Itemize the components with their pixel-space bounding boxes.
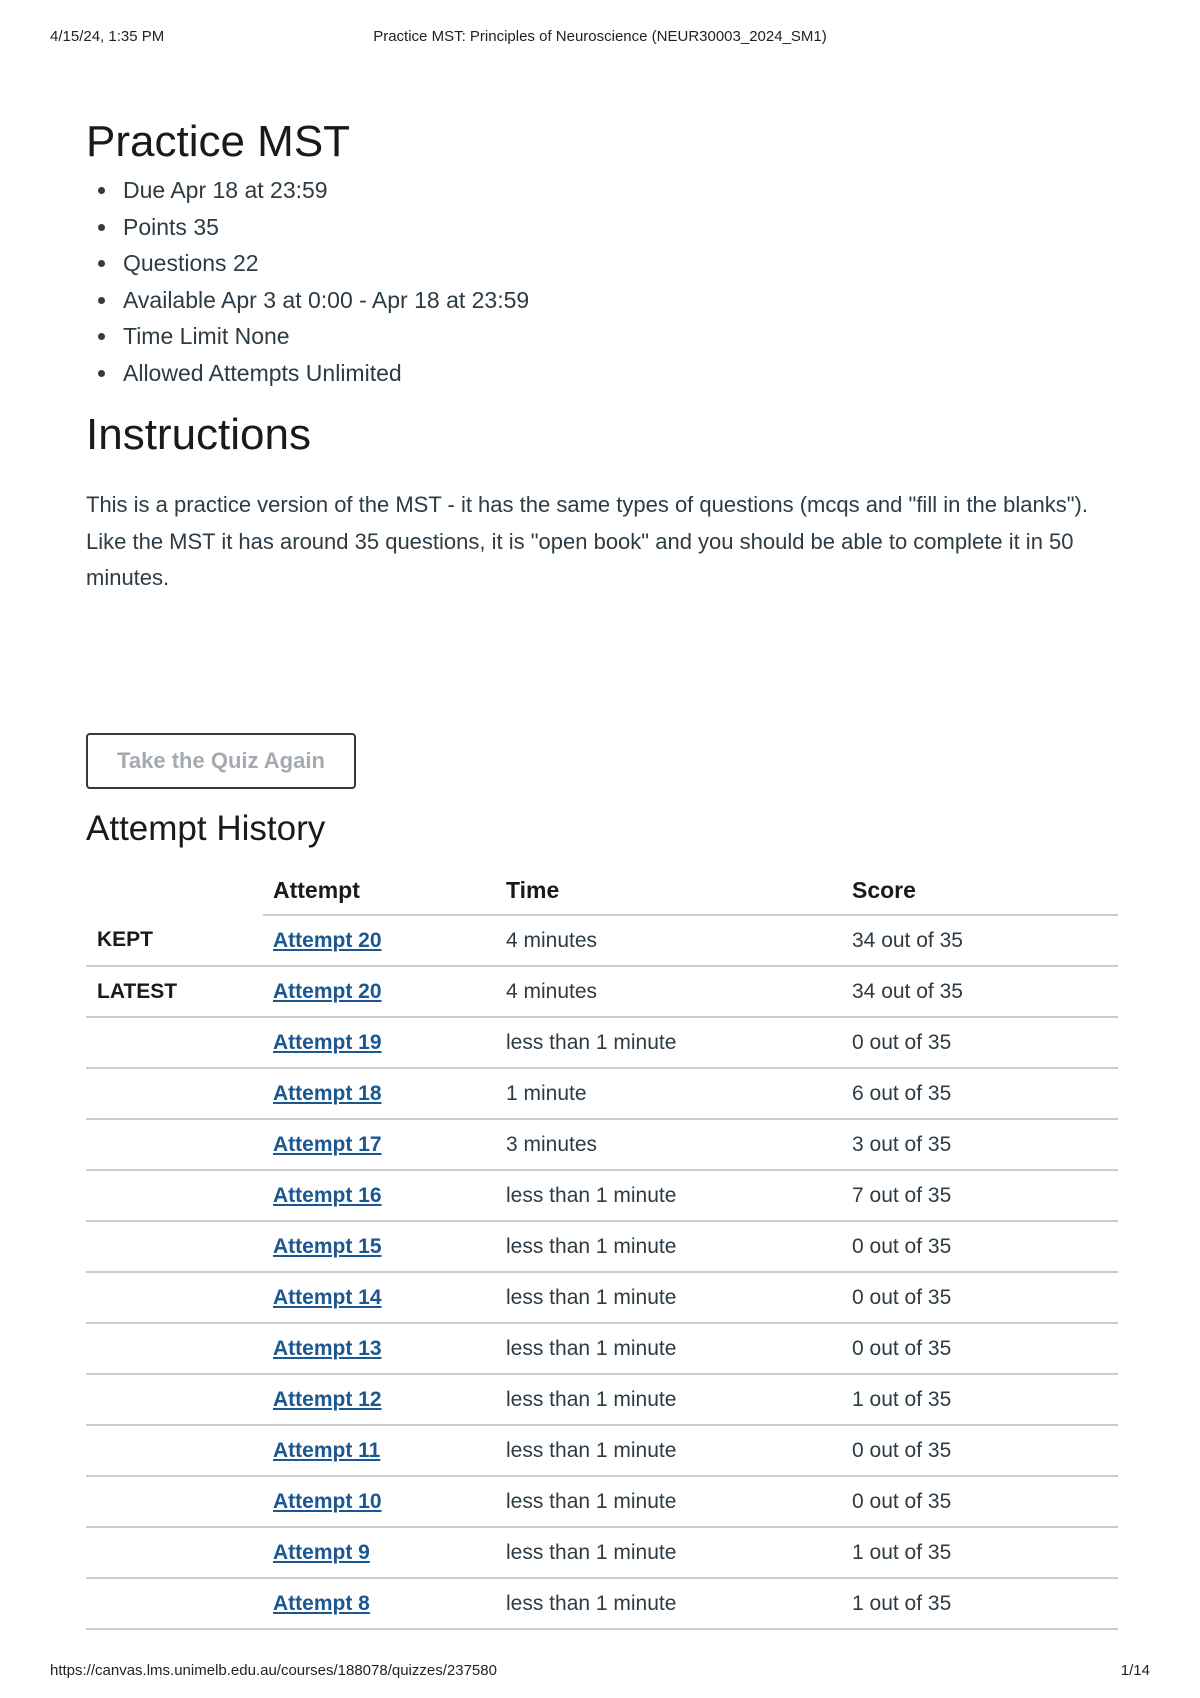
attempt-link[interactable]: Attempt 20 (273, 928, 382, 952)
table-row (86, 1017, 1118, 1068)
attempt-score: 0 out of 35 (842, 1476, 1118, 1527)
attempt-link[interactable]: Attempt 9 (273, 1540, 370, 1564)
attempt-status (86, 1221, 263, 1272)
column-header-score: Score (842, 866, 1118, 915)
attempt-score: 34 out of 35 (842, 966, 1118, 1017)
attempt-history-table (86, 866, 1118, 1630)
attempt-history-heading: Attempt History (86, 809, 326, 848)
attempt-status (86, 1068, 263, 1119)
attempt-status: KEPT (86, 915, 263, 966)
table-row (86, 1068, 1118, 1119)
attempt-time: less than 1 minute (496, 1374, 842, 1425)
attempt-cell (263, 1221, 496, 1272)
attempt-rows (86, 915, 1118, 1629)
attempt-link[interactable]: Attempt 13 (273, 1336, 382, 1360)
detail-time-limit: Time Limit None (86, 318, 1118, 355)
attempt-cell (263, 1119, 496, 1170)
print-date: 4/15/24, 1:35 PM (50, 28, 165, 45)
attempt-time: less than 1 minute (496, 1221, 842, 1272)
attempt-cell (263, 1170, 496, 1221)
attempt-link[interactable]: Attempt 10 (273, 1489, 382, 1513)
attempt-link[interactable]: Attempt 12 (273, 1387, 382, 1411)
attempt-score: 0 out of 35 (842, 1272, 1118, 1323)
attempt-link[interactable]: Attempt 18 (273, 1081, 382, 1105)
attempt-time: 1 minute (496, 1068, 842, 1119)
attempt-cell (263, 1527, 496, 1578)
page-title: Practice MST (86, 117, 351, 166)
table-row (86, 1527, 1118, 1578)
attempt-link[interactable]: Attempt 20 (273, 979, 382, 1003)
table-row (86, 1119, 1118, 1170)
column-header-status (86, 866, 263, 915)
table-row (86, 1272, 1118, 1323)
table-row (86, 966, 1118, 1017)
instructions-text: This is a practice version of the MST - it has the same types of questions (mcqs and "fill in the blanks"). Like the MST it has around 35 questions, it is "open book" and you should be able to complete it in 50 minutes. (86, 492, 1088, 590)
attempt-cell (263, 1476, 496, 1527)
column-header-time: Time (496, 866, 842, 915)
attempt-score: 1 out of 35 (842, 1578, 1118, 1629)
attempt-time: 3 minutes (496, 1119, 842, 1170)
attempt-cell (263, 915, 496, 966)
detail-points: Points 35 (86, 209, 1118, 246)
print-url: https://canvas.lms.unimelb.edu.au/courses/188078/quizzes/237580 (50, 1662, 497, 1679)
print-page-title: Practice MST: Principles of Neuroscience (NEUR30003_2024_SM1) (373, 28, 827, 45)
attempt-score: 7 out of 35 (842, 1170, 1118, 1221)
print-footer (0, 1662, 1200, 1682)
table-header-row (86, 866, 1118, 915)
attempt-link[interactable]: Attempt 17 (273, 1132, 382, 1156)
attempt-score: 3 out of 35 (842, 1119, 1118, 1170)
attempt-link[interactable]: Attempt 19 (273, 1030, 382, 1054)
attempt-status: LATEST (86, 966, 263, 1017)
attempt-cell (263, 1374, 496, 1425)
table-row (86, 1323, 1118, 1374)
table-row (86, 1170, 1118, 1221)
attempt-status (86, 1323, 263, 1374)
table-row (86, 1221, 1118, 1272)
attempt-score: 0 out of 35 (842, 1221, 1118, 1272)
column-header-attempt: Attempt (263, 866, 496, 915)
attempt-status (86, 1170, 263, 1221)
detail-questions: Questions 22 (86, 245, 1118, 282)
attempt-score: 34 out of 35 (842, 915, 1118, 966)
attempt-status (86, 1017, 263, 1068)
attempt-score: 0 out of 35 (842, 1323, 1118, 1374)
table-row (86, 1476, 1118, 1527)
quiz-details-list (86, 172, 1118, 391)
attempt-link[interactable]: Attempt 16 (273, 1183, 382, 1207)
attempt-time: less than 1 minute (496, 1017, 842, 1068)
print-page-number: 1/14 (1120, 1662, 1150, 1679)
attempt-status (86, 1425, 263, 1476)
take-quiz-again-button[interactable]: Take the Quiz Again (86, 733, 356, 789)
attempt-time: less than 1 minute (496, 1323, 842, 1374)
attempt-status (86, 1476, 263, 1527)
quiz-content (86, 112, 1118, 1615)
attempt-cell (263, 1017, 496, 1068)
attempt-score: 1 out of 35 (842, 1374, 1118, 1425)
attempt-cell (263, 1578, 496, 1629)
attempt-cell (263, 966, 496, 1017)
print-header (0, 28, 1200, 48)
attempt-score: 6 out of 35 (842, 1068, 1118, 1119)
table-row (86, 1425, 1118, 1476)
attempt-time: less than 1 minute (496, 1170, 842, 1221)
detail-due: Due Apr 18 at 23:59 (86, 172, 1118, 209)
attempt-link[interactable]: Attempt 8 (273, 1591, 370, 1615)
attempt-cell (263, 1323, 496, 1374)
attempt-time: 4 minutes (496, 966, 842, 1017)
attempt-time: less than 1 minute (496, 1272, 842, 1323)
attempt-link[interactable]: Attempt 14 (273, 1285, 382, 1309)
detail-allowed-attempts: Allowed Attempts Unlimited (86, 355, 1118, 392)
attempt-cell (263, 1068, 496, 1119)
detail-available: Available Apr 3 at 0:00 - Apr 18 at 23:59 (86, 282, 1118, 319)
attempt-link[interactable]: Attempt 15 (273, 1234, 382, 1258)
attempt-time: less than 1 minute (496, 1578, 842, 1629)
attempt-status (86, 1374, 263, 1425)
attempt-cell (263, 1272, 496, 1323)
attempt-time: 4 minutes (496, 915, 842, 966)
attempt-status (86, 1272, 263, 1323)
table-row (86, 1374, 1118, 1425)
table-row (86, 915, 1118, 966)
attempt-score: 1 out of 35 (842, 1527, 1118, 1578)
attempt-time: less than 1 minute (496, 1527, 842, 1578)
instructions-heading: Instructions (86, 410, 311, 459)
attempt-status (86, 1527, 263, 1578)
attempt-cell (263, 1425, 496, 1476)
attempt-score: 0 out of 35 (842, 1017, 1118, 1068)
attempt-link[interactable]: Attempt 11 (273, 1438, 381, 1462)
attempt-status (86, 1119, 263, 1170)
table-row (86, 1578, 1118, 1629)
attempt-status (86, 1578, 263, 1629)
attempt-time: less than 1 minute (496, 1476, 842, 1527)
attempt-time: less than 1 minute (496, 1425, 842, 1476)
attempt-score: 0 out of 35 (842, 1425, 1118, 1476)
